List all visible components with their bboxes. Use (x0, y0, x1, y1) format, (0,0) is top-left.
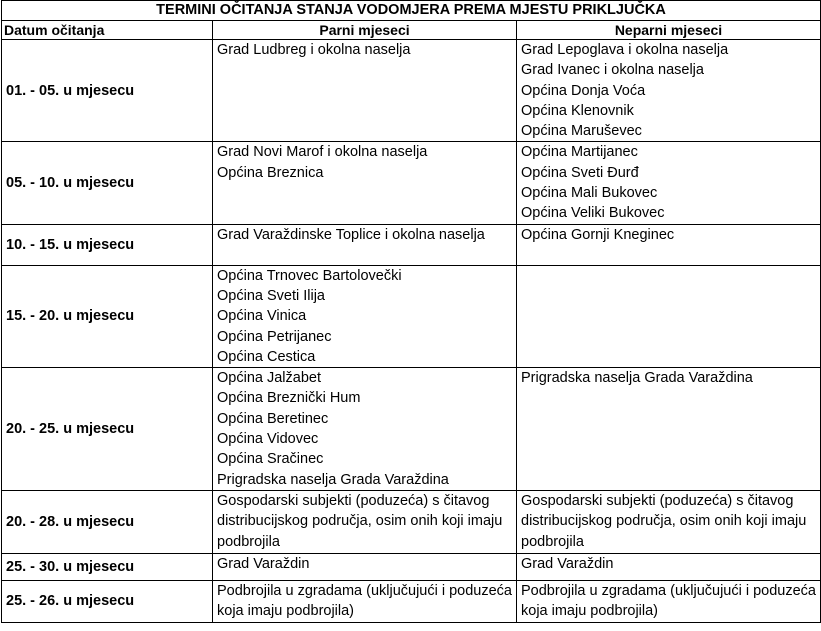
table-row (2, 368, 821, 491)
table-row (2, 581, 821, 623)
location-item: Općina Breznica (217, 164, 324, 181)
location-item: Općina Beretinec (217, 410, 329, 427)
table-row (2, 554, 821, 581)
location-item: Općina Sveti Ilija (217, 287, 325, 304)
header-even-months: Parni mjeseci (213, 21, 517, 40)
schedule-table (1, 0, 821, 623)
reading-date: 15. - 20. u mjesecu (2, 265, 213, 367)
location-item: Prigradska naselja Grada Varaždina (521, 370, 753, 387)
location-item: Grad Varaždin (217, 556, 310, 573)
reading-date: 10. - 15. u mjesecu (2, 224, 213, 265)
odd-months-cell (517, 40, 821, 142)
even-months-cell (213, 368, 517, 491)
odd-months-cell (517, 491, 821, 554)
table-title: TERMINI OČITANJA STANJA VODOMJERA PREMA MJESTU PRIKLJUČKA (2, 1, 821, 21)
header-date: Datum očitanja (2, 21, 213, 40)
location-item: Općina Sračinec (217, 451, 324, 468)
even-months-cell (213, 142, 517, 224)
odd-months-cell (517, 265, 821, 367)
header-row (2, 21, 821, 40)
location-item: Općina Klenovnik (521, 102, 634, 119)
table-row (2, 40, 821, 142)
location-item: Općina Veliki Bukovec (521, 205, 665, 222)
location-item: Općina Trnovec Bartolovečki (217, 267, 402, 284)
reading-date: 20. - 28. u mjesecu (2, 491, 213, 554)
odd-months-cell (517, 368, 821, 491)
table-row (2, 142, 821, 224)
location-item: Grad Ivanec i okolna naselja (521, 62, 704, 79)
location-item: Općina Gornji Kneginec (521, 226, 675, 243)
even-months-cell (213, 224, 517, 265)
odd-months-cell (517, 224, 821, 265)
location-item: Općina Donja Voća (521, 82, 646, 99)
location-item: Grad Varaždin (521, 556, 614, 573)
location-item: Gospodarski subjekti (poduzeća) s čitavog distribucijskog područja, osim onih koji imaju podbrojila (521, 493, 807, 550)
table-row (2, 265, 821, 367)
odd-months-cell (517, 142, 821, 224)
odd-months-cell (517, 581, 821, 623)
location-item: Općina Petrijanec (217, 328, 332, 345)
location-item: Općina Mali Bukovec (521, 185, 658, 202)
even-months-cell (213, 554, 517, 581)
location-item: Općina Maruševec (521, 123, 642, 140)
table-row (2, 224, 821, 265)
title-row (2, 1, 821, 21)
even-months-cell (213, 581, 517, 623)
even-months-cell (213, 265, 517, 367)
even-months-cell (213, 40, 517, 142)
table-row (2, 491, 821, 554)
location-item: Gospodarski subjekti (poduzeća) s čitavog distribucijskog područja, osim onih koji imaju podbrojila (217, 493, 503, 550)
location-item: Grad Lepoglava i okolna naselja (521, 42, 729, 58)
location-item: Općina Jalžabet (217, 370, 321, 387)
location-item: Općina Cestica (217, 348, 316, 365)
location-item: Općina Sveti Đurđ (521, 164, 639, 181)
location-item: Grad Varaždinske Toplice i okolna naselja (217, 226, 485, 243)
reading-date: 25. - 30. u mjesecu (2, 554, 213, 581)
location-item: Grad Novi Marof i okolna naselja (217, 144, 428, 161)
location-item: Općina Vidovec (217, 431, 319, 448)
reading-date: 05. - 10. u mjesecu (2, 142, 213, 224)
location-item: Općina Martijanec (521, 144, 638, 161)
location-item: Općina Vinica (217, 308, 307, 325)
odd-months-cell (517, 554, 821, 581)
reading-date: 20. - 25. u mjesecu (2, 368, 213, 491)
location-item: Prigradska naselja Grada Varaždina (217, 471, 449, 488)
header-odd-months: Neparni mjeseci (517, 21, 821, 40)
location-item: Grad Ludbreg i okolna naselja (217, 42, 411, 58)
location-item: Podbrojila u zgradama (uključujući i poduzeća koja imaju podbrojila) (521, 583, 816, 620)
location-item: Podbrojila u zgradama (uključujući i poduzeća koja imaju podbrojila) (217, 583, 512, 620)
location-item: Općina Breznički Hum (217, 390, 361, 407)
reading-date: 01. - 05. u mjesecu (2, 40, 213, 142)
reading-date: 25. - 26. u mjesecu (2, 581, 213, 623)
even-months-cell (213, 491, 517, 554)
